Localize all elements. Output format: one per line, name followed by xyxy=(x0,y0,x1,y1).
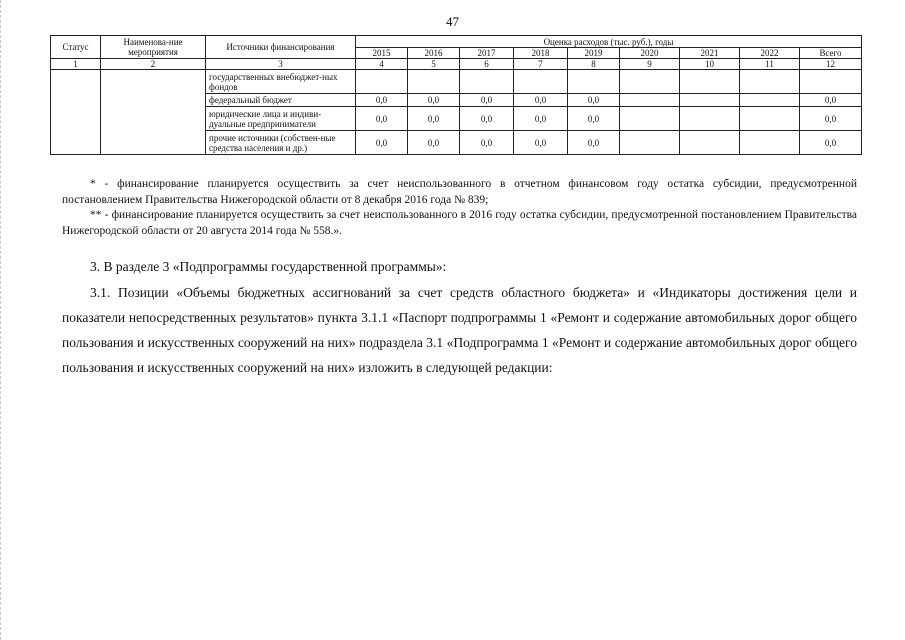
value-cell: 0,0 xyxy=(408,107,460,131)
value-cell: 0,0 xyxy=(408,94,460,107)
column-number: 3 xyxy=(206,59,356,70)
header-year: 2016 xyxy=(408,48,460,59)
value-cell xyxy=(620,94,680,107)
header-year: 2019 xyxy=(568,48,620,59)
status-cell xyxy=(51,94,101,107)
column-number: 7 xyxy=(514,59,568,70)
measure-name-cell xyxy=(101,70,206,94)
value-cell: 0,0 xyxy=(460,107,514,131)
header-year: 2018 xyxy=(514,48,568,59)
page-number: 47 xyxy=(446,14,459,29)
status-cell xyxy=(51,70,101,94)
total-cell xyxy=(800,70,862,94)
section-paragraph: 3.1. Позиции «Объемы бюджетных ассигнований за счет средств областного бюджета» и «Индикаторы достижения цели и показатели непосредственных результатов» пункта 3.1.1 «Паспорт подпрограммы 1 «Ремонт и содержание автомобильных дорог общего пользования и искусственных сооружений на них» подраздела 3.1 «Подпрограмма 1 «Ремонт и содержание автомобильных дорог общего пользования и искусственных сооружений на них» изложить в следующей редакции: xyxy=(62,285,857,375)
value-cell xyxy=(740,70,800,94)
column-number: 1 xyxy=(51,59,101,70)
value-cell: 0,0 xyxy=(356,131,408,155)
measure-name-cell xyxy=(101,131,206,155)
value-cell xyxy=(356,70,408,94)
value-cell xyxy=(740,94,800,107)
source-cell: прочие источники (собствен-ные средства населения и др.) xyxy=(206,131,356,155)
table-header-row xyxy=(51,36,862,48)
value-cell xyxy=(680,107,740,131)
header-sources: Источники финансирования xyxy=(206,36,356,59)
measure-name-cell xyxy=(101,107,206,131)
value-cell: 0,0 xyxy=(514,94,568,107)
total-cell: 0,0 xyxy=(800,131,862,155)
source-cell: юридические лица и индиви-дуальные предприниматели xyxy=(206,107,356,131)
value-cell xyxy=(620,70,680,94)
section-body xyxy=(62,254,857,380)
table-row xyxy=(51,94,862,107)
header-total: Всего xyxy=(800,48,862,59)
value-cell: 0,0 xyxy=(460,131,514,155)
value-cell xyxy=(680,131,740,155)
footnote: * - финансирование планируется осуществить за счет неиспользованного в отчетном финансовом году остатка субсидии, предусмотренной постановлением Правительства Нижегородской области от 8 декабря 2016 года № 839; xyxy=(62,178,857,206)
footnotes xyxy=(62,177,857,239)
status-cell xyxy=(51,131,101,155)
column-number: 10 xyxy=(680,59,740,70)
header-year: 2020 xyxy=(620,48,680,59)
value-cell xyxy=(460,70,514,94)
financing-table xyxy=(50,35,862,155)
header-year: 2022 xyxy=(740,48,800,59)
value-cell: 0,0 xyxy=(356,94,408,107)
section-heading: 3. В разделе 3 «Подпрограммы государственной программы»: xyxy=(90,259,447,274)
source-cell: федеральный бюджет xyxy=(206,94,356,107)
value-cell: 0,0 xyxy=(568,94,620,107)
column-number: 2 xyxy=(101,59,206,70)
value-cell: 0,0 xyxy=(514,131,568,155)
measure-name-cell xyxy=(101,94,206,107)
value-cell xyxy=(680,70,740,94)
value-cell xyxy=(408,70,460,94)
value-cell: 0,0 xyxy=(568,107,620,131)
value-cell xyxy=(620,131,680,155)
header-estimate: Оценка расходов (тыс. руб.), годы xyxy=(356,36,862,48)
table-row xyxy=(51,107,862,131)
value-cell: 0,0 xyxy=(460,94,514,107)
column-number: 4 xyxy=(356,59,408,70)
header-year: 2015 xyxy=(356,48,408,59)
value-cell: 0,0 xyxy=(356,107,408,131)
value-cell xyxy=(740,107,800,131)
column-number: 6 xyxy=(460,59,514,70)
table-row xyxy=(51,131,862,155)
status-cell xyxy=(51,107,101,131)
table-row xyxy=(51,70,862,94)
value-cell: 0,0 xyxy=(514,107,568,131)
header-name: Наименова-ние мероприятия xyxy=(101,36,206,59)
value-cell: 0,0 xyxy=(408,131,460,155)
value-cell xyxy=(740,131,800,155)
header-year: 2017 xyxy=(460,48,514,59)
table-number-row xyxy=(51,59,862,70)
total-cell: 0,0 xyxy=(800,107,862,131)
source-cell: государственных внебюджет-ных фондов xyxy=(206,70,356,94)
column-number: 8 xyxy=(568,59,620,70)
value-cell xyxy=(620,107,680,131)
column-number: 12 xyxy=(800,59,862,70)
value-cell: 0,0 xyxy=(568,131,620,155)
value-cell xyxy=(514,70,568,94)
total-cell: 0,0 xyxy=(800,94,862,107)
column-number: 5 xyxy=(408,59,460,70)
value-cell xyxy=(680,94,740,107)
footnote: ** - финансирование планируется осуществить за счет неиспользованного в 2016 году остатка субсидии, предусмотренной постановлением Правительства Нижегородской области от 20 августа 2014 года № 558.». xyxy=(62,209,857,237)
column-number: 11 xyxy=(740,59,800,70)
column-number: 9 xyxy=(620,59,680,70)
header-year: 2021 xyxy=(680,48,740,59)
scan-edge xyxy=(0,0,3,640)
header-status: Статус xyxy=(51,36,101,59)
value-cell xyxy=(568,70,620,94)
